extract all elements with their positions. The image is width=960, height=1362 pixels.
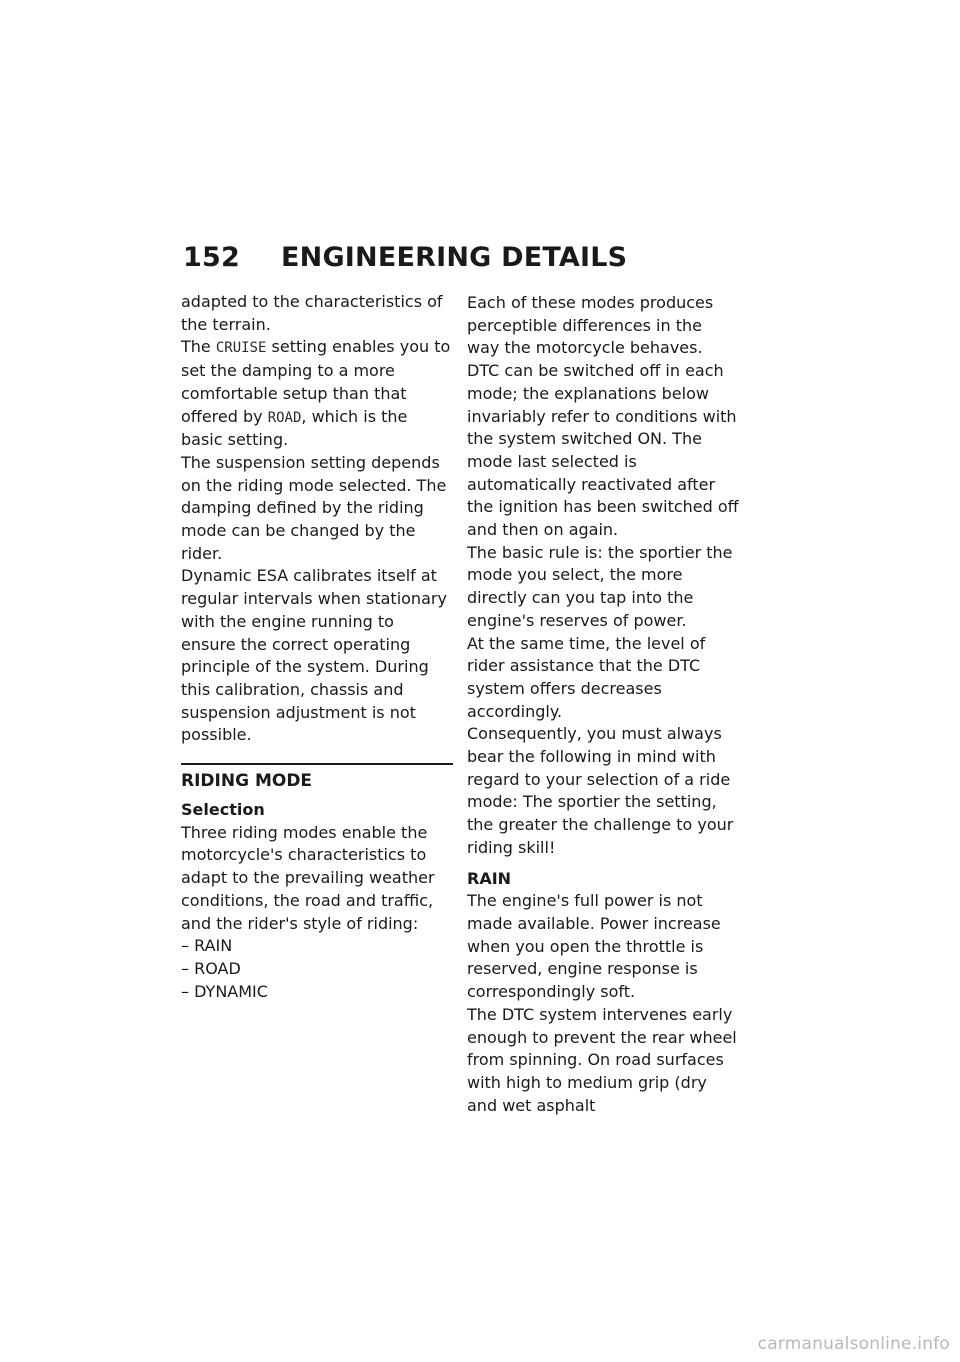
code-road: ROAD [267,409,302,426]
paragraph: The suspension setting depends on the riding mode selected. The damping defined by the riding mode can be changed by the rider. [181,452,447,563]
section-title-riding-mode: RIDING MODE [181,763,453,794]
paragraph: DTC can be switched off in each mode; the explanations below invariably refer to conditions with the system switched ON. The mode last selected is automatically reactivated after the ignition has been switched off and then on again. [467,361,739,540]
paragraph: At the same time, the level of rider assistance that the DTC system offers decreases accordingly. [467,633,706,721]
list-item: – RAIN [181,935,453,958]
page-header [183,240,783,276]
chapter-title: ENGINEERING DETAILS [281,242,628,273]
left-column [181,291,453,1003]
list-item: – DYNAMIC [181,981,453,1004]
paragraph: The basic rule is: the sportier the mode you select, the more directly can you tap into the engine's reserves of power. [467,542,733,630]
list-item: – ROAD [181,958,453,981]
watermark-link[interactable]: carmanualsonline.info [757,1334,950,1354]
text-run: setting enables you to set the damping to a more comfortable setup than that offered by [181,337,451,426]
cruise-paragraph [181,336,453,452]
paragraph: Consequently, you must always bear the following in mind with regard to your selection of a ride mode: The sportier the setting, the greater the challenge to your riding skill! [467,724,734,857]
paragraph: Three riding modes enable the motorcycle's characteristics to adapt to the prevailing weather conditions, the road and traffic, and the rider's style of riding: [181,822,435,933]
paragraph: Each of these modes produces perceptible differences in the way the motorcycle behaves. [467,293,714,358]
page-number: 152 [183,242,240,273]
subheading-selection: Selection [181,800,265,820]
riding-mode-list [181,935,453,1003]
code-cruise: CRUISE [215,340,267,357]
paragraph: The DTC system intervenes early enough to prevent the rear wheel from spinning. On road surfaces with high to medium grip (dry and wet asphalt [467,1004,737,1115]
paragraph: The engine's full power is not made available. Power increase when you open the throttle is reserved, engine response is correspondingly soft. [467,891,721,1002]
paragraph: adapted to the characteristics of the terrain. [181,292,443,334]
text-run: , which is the basic setting. [181,406,408,450]
subheading-rain: RAIN [467,868,512,888]
text-run: The [181,337,216,357]
paragraph: Dynamic ESA calibrates itself at regular intervals when stationary with the engine running to ensure the correct operating principle of the system. During this calibration, chassis and suspension adjustment is not possible. [181,566,447,745]
right-column [467,292,739,1117]
